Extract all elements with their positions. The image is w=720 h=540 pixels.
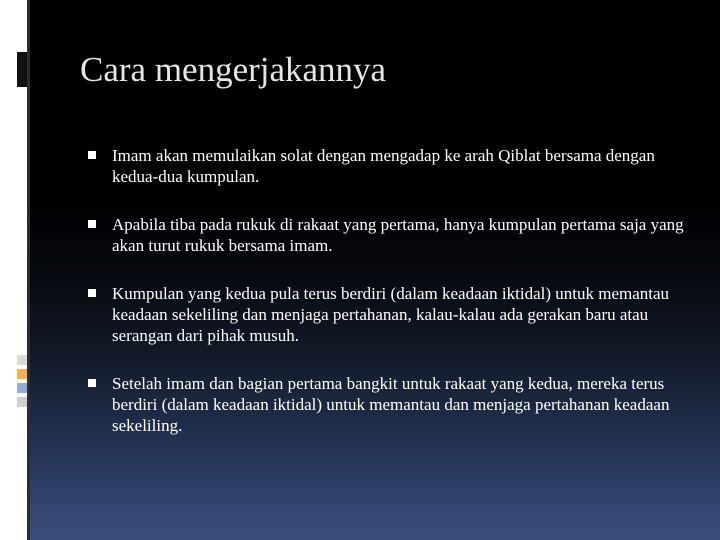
- square-bullet-icon: [88, 379, 96, 387]
- bullet-item: [88, 145, 698, 187]
- bullet-text: Kumpulan yang kedua pula terus berdiri (dalam keadaan iktidal) untuk memantau keadaan sekeliling dan menjaga pertahanan, kalau-kalau ada gerakan baru atau serangan dari pihak musuh.: [112, 284, 670, 345]
- square-bullet-icon: [88, 220, 96, 228]
- bullet-item: [88, 214, 698, 256]
- bullet-item: [88, 373, 698, 436]
- left-accent-strip: [0, 0, 27, 540]
- bullet-text: Setelah imam dan bagian pertama bangkit untuk rakaat yang kedua, mereka terus berdiri (dalam keadaan iktidal) untuk memantau dan menjaga pertahanan keadaan sekeliling.: [112, 374, 670, 435]
- square-bullet-icon: [88, 151, 96, 159]
- bullet-text: Apabila tiba pada rukuk di rakaat yang pertama, hanya kumpulan pertama saja yang akan turut rukuk bersama imam.: [112, 215, 684, 255]
- accent-square-blue: [17, 383, 27, 393]
- slide-title: Cara mengerjakannya: [80, 50, 387, 89]
- bullet-item: [88, 283, 698, 346]
- vertical-divider: [27, 0, 30, 540]
- accent-square-gray: [17, 355, 27, 365]
- square-bullet-icon: [88, 289, 96, 297]
- accent-square-orange: [17, 369, 27, 379]
- bullet-list: [88, 145, 698, 463]
- title-marker-bar: [17, 52, 27, 87]
- bullet-text: Imam akan memulaikan solat dengan mengadap ke arah Qiblat bersama dengan kedua-dua kumpulan.: [112, 146, 655, 186]
- accent-square-light: [17, 397, 27, 407]
